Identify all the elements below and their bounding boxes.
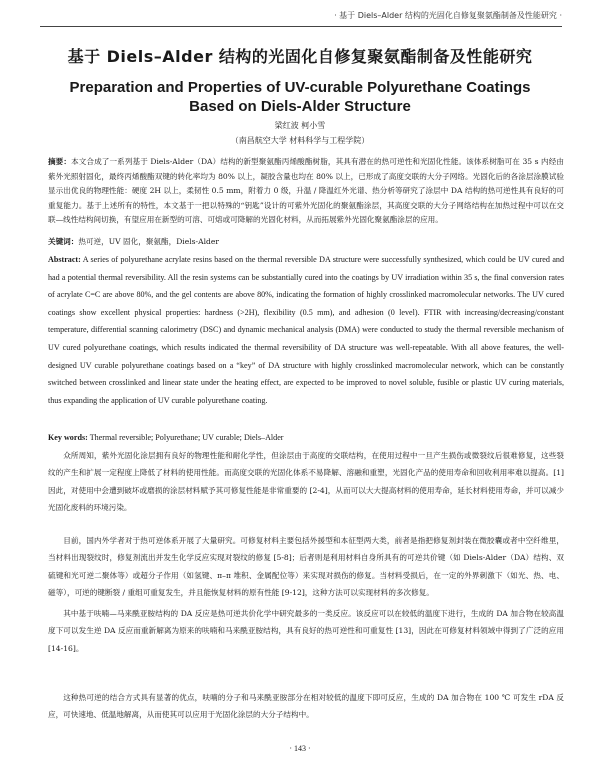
affiliation: （南昌航空大学 材料科学与工程学院） <box>230 136 370 145</box>
body-paragraph-1: 众所周知，紫外光固化涂层拥有良好的物理性能和耐化学性，但涂层由于高度的交联结构，在使用过程中一旦产生损伤或微裂纹后很难修复，这些裂纹的产生和扩展一定程度上降低了材料的使用性能。而高度交联的光固化体系不易降解、溶融和重塑，光固化产品的使用寿命和回收利用率难以提高。[1] 因此，对使用中会遭到破坏或磨损的涂层材料赋予其可修复性能是非常重要的 [2-4]，从而可以大大提高材料的使用寿命，延长材料使用寿命，并可以减少光固化废料的环境污染。 <box>48 451 564 512</box>
english-keywords-text: Thermal reversible; Polyurethane; UV curable; Diels–Alder <box>89 433 284 442</box>
chinese-title: 基于 Diels–Alder 结构的光固化自修复聚氨酯制备及性能研究 <box>67 47 533 66</box>
english-title: Preparation and Properties of UV-curable Polyurethane Coatings Based on Diels-Alder Structure <box>69 79 531 115</box>
english-keywords-label: Key words: <box>48 433 88 442</box>
english-abstract <box>48 251 564 409</box>
chinese-keywords-text: 热可逆，UV 固化，聚氨酯，Diels-Alder <box>78 237 220 246</box>
header-rule <box>40 26 562 27</box>
chinese-abstract-label: 摘要： <box>48 157 72 166</box>
chinese-keywords-label: 关键词： <box>48 237 79 246</box>
english-keywords <box>48 431 564 445</box>
page-number: · 143 · <box>289 744 311 753</box>
body-paragraph-4: 这种热可逆的结合方式具有显著的优点，呋喃的分子和马来酰亚胺部分在相对较低的温度下即可反应，生成的 DA 加合物在 100 ℃ 可发生 rDA 反应，可快速地、低温地解离，从而使其可以应用于光固化涂层的大分子结构中。 <box>48 693 564 720</box>
authors: 梁红波 柯小雪 <box>274 121 326 130</box>
english-abstract-label: Abstract: <box>48 255 81 264</box>
running-header: · 基于 Diels–Alder 结构的光固化自修复聚氨酯制备及性能研究 · <box>334 11 562 20</box>
body-paragraph-3: 其中基于呋喃—马来酰亚胺结构的 DA 反应是热可逆共价化学中研究最多的一类反应。该反应可以在较低的温度下进行，生成的 DA 加合物在较高温度下可以发生逆 DA 反应而重新解离为原来的呋喃和马来酰亚胺结构，具有良好的热可逆性和可重复性 [13]，因此在可修复材料领域中得到了广泛的应用 [14-16]。 <box>48 609 564 653</box>
body-paragraph-2: 目前，国内外学者对于热可逆体系开展了大量研究。可修复材料主要包括外援型和本征型两大类，前者是指把修复剂封装在微胶囊或者中空纤维里，当材料出现裂纹时，修复剂流出并发生化学反应实现对裂纹的修复 [5-8]；后者则是利用材料自身所具有的可逆共价键（如 Diels-Alder（DA）结构、双硫键和光可逆二聚体等）或超分子作用（如氢键、π–π 堆积、金属配位等）来实现对损伤的修复。当材料受损后，在一定的外界刺激下（如光、热、电、磁等），可逆的键断裂 / 重组可重复发生，并且能恢复材料的原有性能 [9-12]，这种方法可以实现材料的多次修复。 <box>48 536 564 597</box>
chinese-abstract <box>48 155 564 228</box>
english-abstract-text: A series of polyurethane acrylate resins based on the thermal reversible DA structure were successfully synthesized, which could be UV cured and had a potential thermal reversibility. All the resin systems can be substantially cured into the coatings by UV irradiation within 35 s, the final conversion rates of acrylate C=C are above 80%, and the gel contents are above 80%, indicating the formation of highly crosslinked macromolecular networks. The UV cured coatings show excellent physical properties: hardness (>2H), flexibility (0.5 mm), and adhesion (0 level). FTIR with increasing/decreasing/constant temperature, differential scanning calorimetry (DSC) and dynamic mechanical analysis (DMA) were conducted to study the thermal reversible mechanism of UV cured polyurethane coatings, which results indicated the thermal reversibility of DA structure was well-repeatable. With all above features, the well-designed UV curable polyurethane coatings based on a “key” of DA structure with highly crosslinked macromolecular network, which can be constantly switched between crosslinked and linear state under the heating effect, are expected to be improved to novel soluble, fusible or plastic UV curing materials, thus expanding the application of UV curable polyurethane coating. <box>48 255 565 405</box>
chinese-keywords <box>48 235 564 249</box>
chinese-abstract-text: 本文合成了一系列基于 Diels-Alder（DA）结构的新型聚氨酯丙烯酸酯树脂，其具有潜在的热可逆性和光固化性能。该体系树脂可在 35 s 内经由紫外光照射固化，最终丙烯酸酯双键的转化率均为 80% 以上，凝胶含量也均在 80% 以上，已形成了高度交联的大分子网络。光固化后的各涂层涂膜试验显示出优良的物理性能：硬度 2H 以上，柔韧性 0.5 mm，附着力 0 级，升温 / 降温红外光谱、热分析等研究了涂层中 DA 结构的热可逆性具有良好的可重复能力。基于上述所有的特性，本文基于一把以特殊的“钥匙”设计的可紫外光固化的聚氨酯涂层，其高度交联的大分子网络结构在加热过程中可以在交联—线性结构间切换，有望应用在新型的可溶、可熔或可降解的光固化材料，从而拓展紫外光固化聚氨酯涂层的应用。 <box>48 157 564 224</box>
